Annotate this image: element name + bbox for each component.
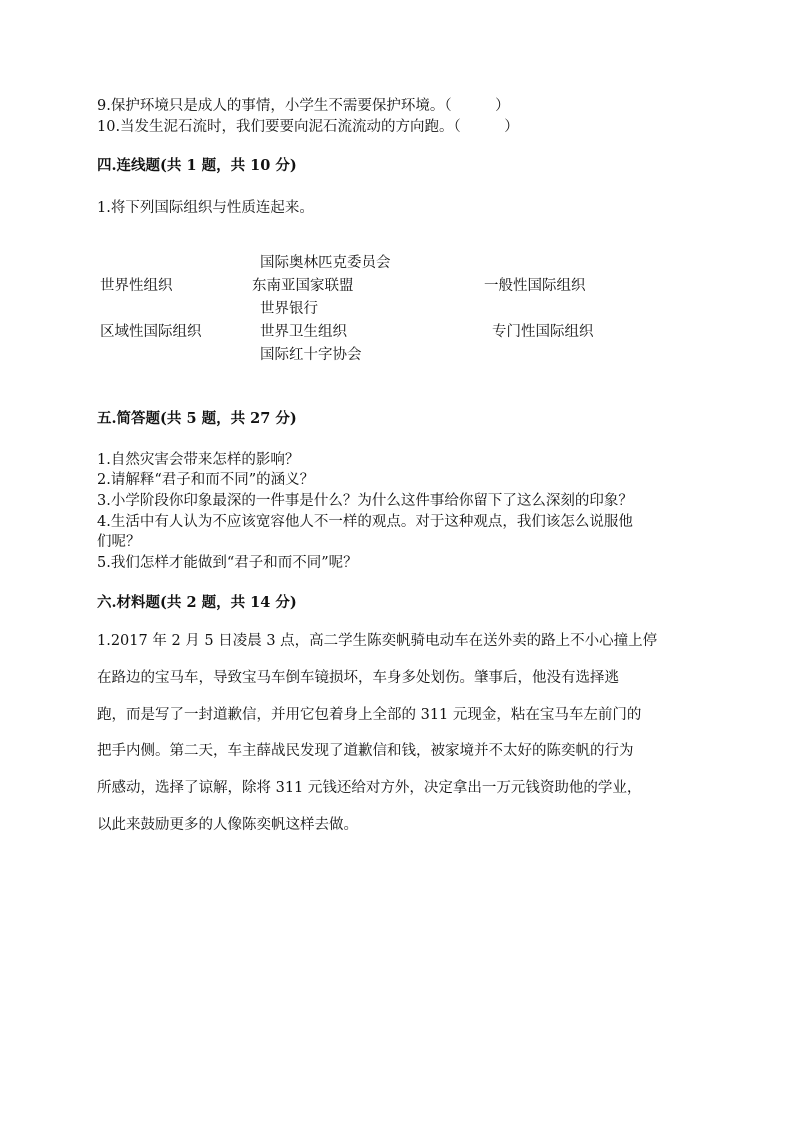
middle-item-world-bank: 世界银行 [260,301,318,317]
material-line-4: 把手内侧。第二天，车主薛战民发现了道歉信和钱，被家境并不太好的陈奕帆的行为 [97,743,634,759]
short-answer-4-cont: 们呢？ [97,534,141,550]
middle-item-who: 世界卫生组织 [260,324,347,340]
section-4-title: 四.连线题(共 1 题，共 10 分) [97,157,297,174]
short-answer-5: 5.我们怎样才能做到“君子和而不同”呢？ [97,555,358,571]
material-line-1: 1.2017 年 2 月 5 日凌晨 3 点，高二学生陈奕帆骑电动车在送外卖的路上不小心撞上停 [97,633,658,649]
matching-question: 1.将下列国际组织与性质连起来。 [97,200,314,216]
left-item-global-org: 世界性组织 [100,278,173,294]
short-answer-3: 3.小学阶段你印象最深的一件事是什么？为什么这件事给你留下了这么深刻的印象？ [97,493,633,509]
tf-item-10: 10.当发生泥石流时，我们要要向泥石流流动的方向跑。（ ） [97,119,519,135]
middle-item-asean: 东南亚国家联盟 [252,278,354,294]
middle-item-ioc: 国际奥林匹克委员会 [260,255,391,271]
short-answer-2: 2.请解释“君子和而不同”的涵义？ [97,472,315,488]
material-line-6: 以此来鼓励更多的人像陈奕帆这样去做。 [97,817,358,833]
right-item-specialized-org: 专门性国际组织 [492,324,594,340]
middle-item-red-cross: 国际红十字协会 [260,347,362,363]
material-line-5: 所感动，选择了谅解，除将 311 元钱还给对方外，决定拿出一万元钱资助他的学业， [97,780,642,796]
short-answer-1: 1.自然灾害会带来怎样的影响？ [97,452,300,468]
material-line-2: 在路边的宝马车，导致宝马车倒车镜损坏，车身多处划伤。肇事后，他没有选择逃 [97,670,619,686]
section-6-title: 六.材料题(共 2 题，共 14 分) [97,594,297,611]
section-5-title: 五.简答题(共 5 题，共 27 分) [97,410,297,427]
left-item-regional-org: 区域性国际组织 [100,324,202,340]
material-line-3: 跑，而是写了一封道歉信，并用它包着身上全部的 311 元现金，粘在宝马车左前门的 [97,707,642,723]
right-item-general-org: 一般性国际组织 [484,278,586,294]
short-answer-4: 4.生活中有人认为不应该宽容他人不一样的观点。对于这种观点，我们该怎么说服他 [97,514,633,530]
tf-item-9: 9.保护环境只是成人的事情，小学生不需要保护环境。（ ） [97,98,510,114]
